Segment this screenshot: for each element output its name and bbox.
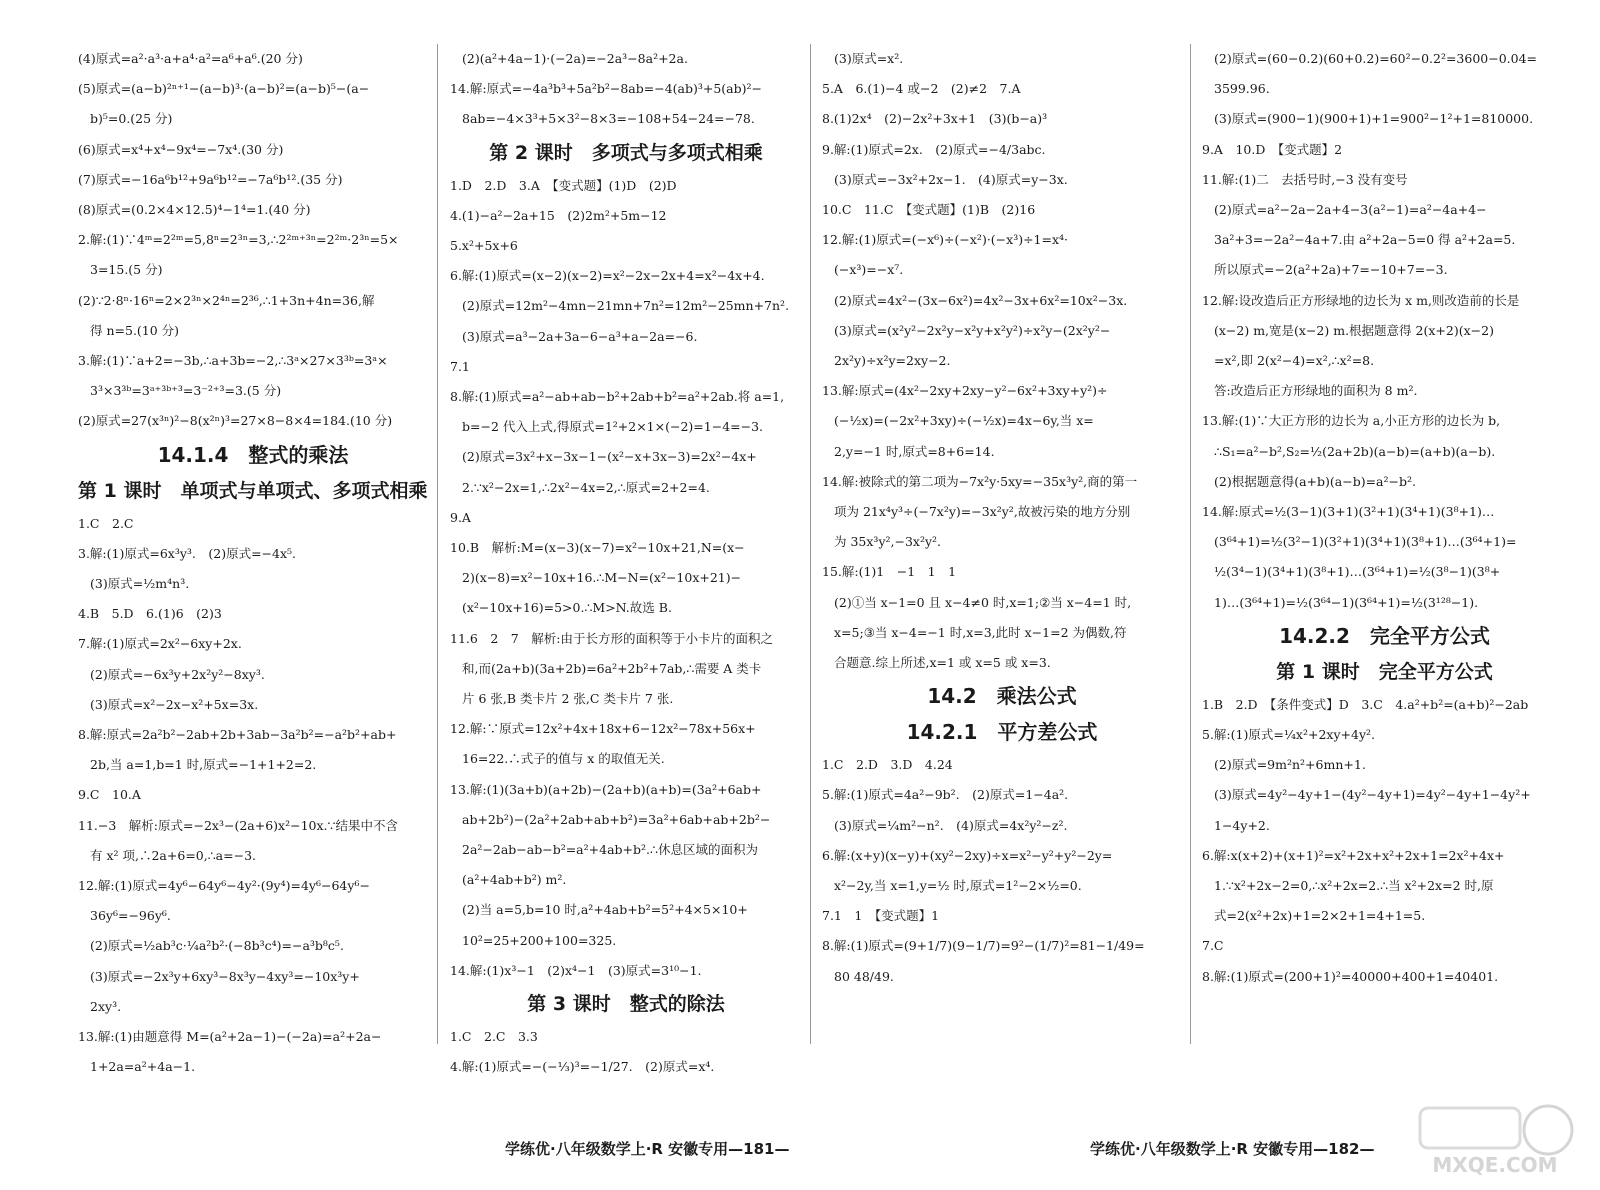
answer-line: (x²−10x+16)=5>0.∴M>N.故选 B. bbox=[462, 600, 672, 616]
answer-line: (2)∵2·8ⁿ·16ⁿ=2×2³ⁿ×2⁴ⁿ=2³⁶,∴1+3n+4n=36,解 bbox=[78, 292, 375, 308]
answer-line: 12.解:∵原式=12x²+4x+18x+6−12x²−78x+56x+ bbox=[450, 721, 756, 737]
answer-line: 10.B 解析:M=(x−3)(x−7)=x²−10x+21,N=(x− bbox=[450, 540, 745, 556]
column-2 bbox=[450, 44, 802, 1134]
answer-line: (3)原式=(x²y²−2x²y−x²y+x²y²)÷x²y−(2x²y²− bbox=[834, 322, 1111, 338]
answer-line: 9.A 10.D 【变式题】2 bbox=[1202, 141, 1343, 157]
column-1 bbox=[78, 44, 428, 1134]
answer-line: (x−2) m,宽是(x−2) m.根据题意得 2(x+2)(x−2) bbox=[1214, 322, 1494, 338]
answer-line: (3)原式=−3x²+2x−1. (4)原式=y−3x. bbox=[834, 171, 1068, 187]
answer-line: 得 n=5.(10 分) bbox=[90, 322, 180, 338]
answer-line: 8.解:(1)原式=a²−ab+ab−b²+2ab+b²=a²+2ab.将 a=1, bbox=[450, 389, 785, 405]
answer-line: x=5;③当 x−4=−1 时,x=3,此时 x−1=2 为偶数,符 bbox=[834, 624, 1127, 640]
answer-line: (3)原式=−2x³y+6xy³−8x³y−4xy³=−10x³y+ bbox=[90, 968, 360, 984]
answer-line: (3)原式=½m⁴n³. bbox=[90, 576, 190, 592]
answer-line: 1)…(3⁶⁴+1)=½(3⁶⁴−1)(3⁶⁴+1)=½(3¹²⁸−1). bbox=[1214, 594, 1479, 610]
answer-line: 3=15.(5 分) bbox=[90, 262, 163, 278]
answer-line: 9.解:(1)原式=2x. (2)原式=−4/3abc. bbox=[822, 141, 1046, 157]
section-heading: 第 1 课时 完全平方公式 bbox=[1276, 660, 1493, 683]
answer-line: 7.解:(1)原式=2x²−6xy+2x. bbox=[78, 636, 242, 652]
section-heading: 14.2 乘法公式 bbox=[927, 684, 1077, 709]
answer-line: 2,y=−1 时,原式=8+6=14. bbox=[834, 443, 995, 459]
footer-left: 学练优·八年级数学上·R 安徽专用—181— bbox=[505, 1140, 790, 1158]
answer-line: 5.A 6.(1)−4 或−2 (2)≠2 7.A bbox=[822, 81, 1021, 97]
answer-line: 11.−3 解析:原式=−2x³−(2a+6)x²−10x.∵结果中不含 bbox=[78, 817, 398, 833]
column-3 bbox=[822, 44, 1182, 1134]
section-heading: 14.1.4 整式的乘法 bbox=[157, 442, 349, 467]
answer-line: (2)原式=4x²−(3x−6x²)=4x²−3x+6x²=10x²−3x. bbox=[834, 292, 1128, 308]
watermark-text: MXQE.COM bbox=[1432, 1153, 1558, 1177]
answer-line: (2)原式=9m²n²+6mn+1. bbox=[1214, 757, 1366, 773]
answer-line: 2.解:(1)∵4ᵐ=2²ᵐ=5,8ⁿ=2³ⁿ=3,∴2²ᵐ⁺³ⁿ=2²ᵐ·2³ⁿ=5× bbox=[78, 232, 399, 248]
answer-line: (2)原式=a²−2a−2a+4−3(a²−1)=a²−4a+4− bbox=[1214, 202, 1487, 218]
answer-line: 8.解:原式=2a²b²−2ab+2b+3ab−3a²b²=−a²b²+ab+ bbox=[78, 727, 397, 743]
answer-line: 5.解:(1)原式=4a²−9b². (2)原式=1−4a². bbox=[822, 787, 1069, 803]
answer-line: 1.C 2.C bbox=[78, 515, 134, 531]
answer-line: 14.解:(1)x³−1 (2)x⁴−1 (3)原式=3¹⁰−1. bbox=[450, 962, 702, 978]
answer-line: (4)原式=a²·a³·a+a⁴·a²=a⁶+a⁶.(20 分) bbox=[78, 51, 303, 66]
answer-line: 3a²+3=−2a²−4a+7.由 a²+2a−5=0 得 a²+2a=5. bbox=[1214, 232, 1516, 248]
answer-line: 12.解:(1)原式=4y⁶−64y⁶−4y²·(9y⁴)=4y⁶−64y⁶− bbox=[78, 878, 370, 894]
answer-line: 答:改造后正方形绿地的面积为 8 m². bbox=[1214, 383, 1418, 399]
answer-line: (2)原式=−6x³y+2x²y²−8xy³. bbox=[90, 666, 265, 682]
section-heading: 第 2 课时 多项式与多项式相乘 bbox=[489, 141, 763, 164]
answer-line: 36y⁶=−96y⁶. bbox=[90, 908, 171, 924]
answer-line: (3)原式=(900−1)(900+1)+1=900²−1²+1=810000. bbox=[1214, 111, 1534, 127]
answer-line: 15.解:(1)1 −1 1 1 bbox=[822, 564, 957, 580]
answer-line: (3)原式=¼m²−n². (4)原式=4x²y²−z². bbox=[834, 817, 1068, 833]
answer-line: 1.C 2.C 3.3 bbox=[450, 1029, 538, 1045]
answer-line: 4.解:(1)原式=−(−⅓)³=−1/27. (2)原式=x⁴. bbox=[450, 1059, 715, 1075]
answer-line: 13.解:(1)∵大正方形的边长为 a,小正方形的边长为 b, bbox=[1202, 413, 1501, 429]
answer-line: 2xy³. bbox=[90, 998, 122, 1014]
answer-line: 14.解:原式=½(3−1)(3+1)(3²+1)(3⁴+1)(3⁸+1)… bbox=[1202, 504, 1495, 520]
answer-line: (2)原式=12m²−4mn−21mn+7n²=12m²−25mn+7n². bbox=[462, 298, 790, 314]
answer-line: 1.D 2.D 3.A 【变式题】(1)D (2)D bbox=[450, 177, 677, 193]
answer-line: (−½x)=(−2x²+3xy)÷(−½x)=4x−6y,当 x= bbox=[834, 413, 1094, 429]
answer-line: 2x²y)÷x²y=2xy−2. bbox=[834, 353, 951, 369]
answer-line: 3.解:(1)原式=6x³y³. (2)原式=−4x⁵. bbox=[78, 545, 297, 561]
answer-line: 80 48/49. bbox=[834, 968, 894, 984]
answer-line: 9.A bbox=[450, 509, 471, 525]
answer-line: 和,而(2a+b)(3a+2b)=6a²+2b²+7ab,∴需要 A 类卡 bbox=[462, 660, 762, 676]
answer-line: (7)原式=−16a⁶b¹²+9a⁶b¹²=−7a⁶b¹².(35 分) bbox=[78, 171, 343, 187]
answer-line: b)⁵=0.(25 分) bbox=[90, 111, 173, 127]
answer-line: 13.解:(1)(3a+b)(a+2b)−(2a+b)(a+b)=(3a²+6ab+ bbox=[450, 781, 762, 797]
answer-line: 2b,当 a=1,b=1 时,原式=−1+1+2=2. bbox=[90, 757, 317, 773]
answer-line: (3)原式=4y²−4y+1−(4y²−4y+1)=4y²−4y+1−4y²+ bbox=[1214, 787, 1531, 803]
answer-line: 1−4y+2. bbox=[1214, 817, 1270, 833]
section-heading: 14.2.2 完全平方公式 bbox=[1279, 623, 1490, 648]
answer-line: 3599.96. bbox=[1214, 81, 1270, 97]
answer-line: (6)原式=x⁴+x⁴−9x⁴=−7x⁴.(30 分) bbox=[78, 141, 284, 157]
column-divider bbox=[810, 44, 811, 1044]
section-heading: 14.2.1 平方差公式 bbox=[906, 720, 1098, 745]
answer-line: 6.解:(x+y)(x−y)+(xy²−2xy)÷x=x²−y²+y²−2y= bbox=[822, 847, 1113, 863]
answer-line: 7.1 1 【变式题】1 bbox=[822, 908, 940, 924]
answer-line: 1.C 2.D 3.D 4.24 bbox=[822, 757, 953, 773]
answer-line: 2a²−2ab−ab−b²=a²+4ab+b².∴休息区域的面积为 bbox=[462, 842, 758, 858]
answer-line: 所以原式=−2(a²+2a)+7=−10+7=−3. bbox=[1214, 262, 1448, 278]
answer-line: 10²=25+200+100=325. bbox=[462, 932, 617, 948]
answer-line: 7.1 bbox=[450, 358, 470, 374]
answer-line: 12.解:(1)原式=(−x⁶)÷(−x²)·(−x³)÷1=x⁴· bbox=[822, 232, 1069, 248]
answer-line: 11.6 2 7 解析:由于长方形的面积等于小卡片的面积之 bbox=[450, 630, 773, 646]
section-heading: 第 1 课时 单项式与单项式、多项式相乘 bbox=[78, 479, 428, 502]
answer-line: ∴S₁=a²−b²,S₂=½(2a+2b)(a−b)=(a+b)(a−b). bbox=[1214, 443, 1496, 459]
answer-line: (8)原式=(0.2×4×12.5)⁴−1⁴=1.(40 分) bbox=[78, 202, 311, 218]
answer-line: 9.C 10.A bbox=[78, 787, 141, 803]
answer-line: (5)原式=(a−b)²ⁿ⁺¹−(a−b)³·(a−b)²=(a−b)⁵−(a− bbox=[78, 81, 370, 97]
answer-line: 5.解:(1)原式=¼x²+2xy+4y². bbox=[1202, 727, 1376, 743]
answer-line: (2)原式=3x²+x−3x−1−(x²−x+3x−3)=2x²−4x+ bbox=[462, 449, 757, 465]
answer-line: (3)原式=x²−2x−x²+5x=3x. bbox=[90, 696, 259, 712]
answer-line: (2)原式=(60−0.2)(60+0.2)=60²−0.2²=3600−0.04= bbox=[1214, 51, 1538, 66]
answer-line: (2)(a²+4a−1)·(−2a)=−2a³−8a²+2a. bbox=[462, 51, 688, 66]
answer-line: 项为 21x⁴y³÷(−7x²y)=−3x²y²,故被污染的地方分别 bbox=[834, 504, 1131, 520]
answer-line: 2)(x−8)=x²−10x+16.∴M−N=(x²−10x+21)− bbox=[462, 570, 742, 586]
answer-line: 14.解:原式=−4a³b³+5a²b²−8ab=−4(ab)³+5(ab)²− bbox=[450, 81, 762, 97]
answer-line: (2)根据题意得(a+b)(a−b)=a²−b². bbox=[1214, 473, 1416, 489]
answer-line: 合题意.综上所述,x=1 或 x=5 或 x=3. bbox=[834, 655, 1051, 671]
answer-line: (2)①当 x−1=0 且 x−4≠0 时,x=1;②当 x−4=1 时, bbox=[834, 594, 1132, 610]
answer-line: 7.C bbox=[1202, 938, 1224, 954]
answer-line: 13.解:(1)由题意得 M=(a²+2a−1)−(−2a)=a²+2a− bbox=[78, 1029, 382, 1045]
column-divider bbox=[437, 44, 438, 1044]
answer-line: 11.解:(1)二 去括号时,−3 没有变号 bbox=[1202, 171, 1408, 187]
answer-line: 10.C 11.C 【变式题】(1)B (2)16 bbox=[822, 202, 1036, 218]
answer-line: 6.解:(1)原式=(x−2)(x−2)=x²−2x−2x+4=x²−4x+4. bbox=[450, 268, 765, 284]
answer-line: 5.x²+5x+6 bbox=[450, 238, 518, 254]
answer-line: 14.解:被除式的第二项为−7x²y·5xy=−35x³y²,商的第一 bbox=[822, 473, 1138, 489]
answer-line: 为 35x³y²,−3x²y². bbox=[834, 534, 942, 550]
answer-line: x²−2y,当 x=1,y=½ 时,原式=1²−2×½=0. bbox=[834, 878, 1082, 894]
answer-line: 16=22.∴式子的值与 x 的取值无关. bbox=[462, 751, 665, 767]
answer-line: ab+2b²)−(2a²+2ab+ab+b²)=3a²+6ab+ab+2b²− bbox=[462, 811, 771, 827]
answer-line: 8ab=−4×3³+5×3²−8×3=−108+54−24=−78. bbox=[462, 111, 755, 127]
answer-line: 12.解:设改造后正方形绿地的边长为 x m,则改造前的长是 bbox=[1202, 292, 1520, 308]
answer-line: b=−2 代入上式,得原式=1²+2×1×(−2)=1−4=−3. bbox=[462, 419, 764, 435]
answer-line: (2)原式=27(x³ⁿ)²−8(x²ⁿ)³=27×8−8×4=184.(10 分) bbox=[78, 413, 393, 429]
section-heading: 第 3 课时 整式的除法 bbox=[527, 993, 725, 1016]
answer-line: 1+2a=a²+4a−1. bbox=[90, 1059, 196, 1075]
answer-line: (−x³)=−x⁷. bbox=[834, 262, 904, 278]
answer-seal-icon bbox=[1410, 1100, 1580, 1178]
answer-line: 式=2(x²+2x)+1=2×2+1=4+1=5. bbox=[1214, 908, 1426, 924]
answer-line: 8.解:(1)原式=(200+1)²=40000+400+1=40401. bbox=[1202, 968, 1499, 984]
answer-line: =x²,即 2(x²−4)=x²,∴x²=8. bbox=[1214, 353, 1375, 369]
answer-line: (2)当 a=5,b=10 时,a²+4ab+b²=5²+4×5×10+ bbox=[462, 902, 748, 918]
answer-line: 片 6 张,B 类卡片 2 张,C 类卡片 7 张. bbox=[462, 691, 674, 707]
answer-line: (3)原式=x². bbox=[834, 51, 904, 66]
answer-line: (2)原式=½ab³c·¼a²b²·(−8b³c⁴)=−a³b⁸c⁵. bbox=[90, 938, 344, 954]
answer-line: 8.(1)2x⁴ (2)−2x²+3x+1 (3)(b−a)³ bbox=[822, 111, 1048, 127]
answer-line: 2.∵x²−2x=1,∴2x²−4x=2,∴原式=2+2=4. bbox=[462, 479, 710, 495]
answer-line: 1.B 2.D 【条件变式】D 3.C 4.a²+b²=(a+b)²−2ab bbox=[1202, 696, 1529, 712]
answer-line: (3)原式=a³−2a+3a−6−a³+a−2a=−6. bbox=[462, 328, 698, 344]
answer-line: ½(3⁴−1)(3⁴+1)(3⁸+1)…(3⁶⁴+1)=½(3⁸−1)(3⁸+ bbox=[1214, 564, 1501, 580]
answer-line: 13.解:原式=(4x²−2xy+2xy−y²−6x²+3xy+y²)÷ bbox=[822, 383, 1108, 399]
column-divider bbox=[1190, 44, 1191, 1044]
answer-line: 4.(1)−a²−2a+15 (2)2m²+5m−12 bbox=[450, 207, 667, 223]
answer-line: (a²+4ab+b²) m². bbox=[462, 872, 567, 888]
column-4 bbox=[1202, 44, 1567, 1134]
answer-line: 8.解:(1)原式=(9+1/7)(9−1/7)=9²−(1/7)²=81−1/49= bbox=[822, 938, 1145, 954]
answer-line: 1.∵x²+2x−2=0,∴x²+2x=2.∴当 x²+2x=2 时,原 bbox=[1214, 878, 1494, 894]
answer-line: 4.B 5.D 6.(1)6 (2)3 bbox=[78, 606, 222, 622]
answer-line: (3⁶⁴+1)=½(3²−1)(3²+1)(3⁴+1)(3⁸+1)…(3⁶⁴+1)= bbox=[1214, 534, 1517, 550]
footer-right: 学练优·八年级数学上·R 安徽专用—182— bbox=[1090, 1140, 1375, 1158]
answer-line: 有 x² 项,∴2a+6=0,∴a=−3. bbox=[90, 847, 256, 863]
answer-line: 3³×3³ᵇ=3ᵃ⁺³ᵇ⁺³=3⁻²⁺³=3.(5 分) bbox=[90, 383, 282, 399]
answer-line: 6.解:x(x+2)+(x+1)²=x²+2x+x²+2x+1=2x²+4x+ bbox=[1202, 847, 1505, 863]
answer-line: 3.解:(1)∵a+2=−3b,∴a+3b=−2,∴3ᵃ×27×3³ᵇ=3ᵃ× bbox=[78, 353, 388, 369]
